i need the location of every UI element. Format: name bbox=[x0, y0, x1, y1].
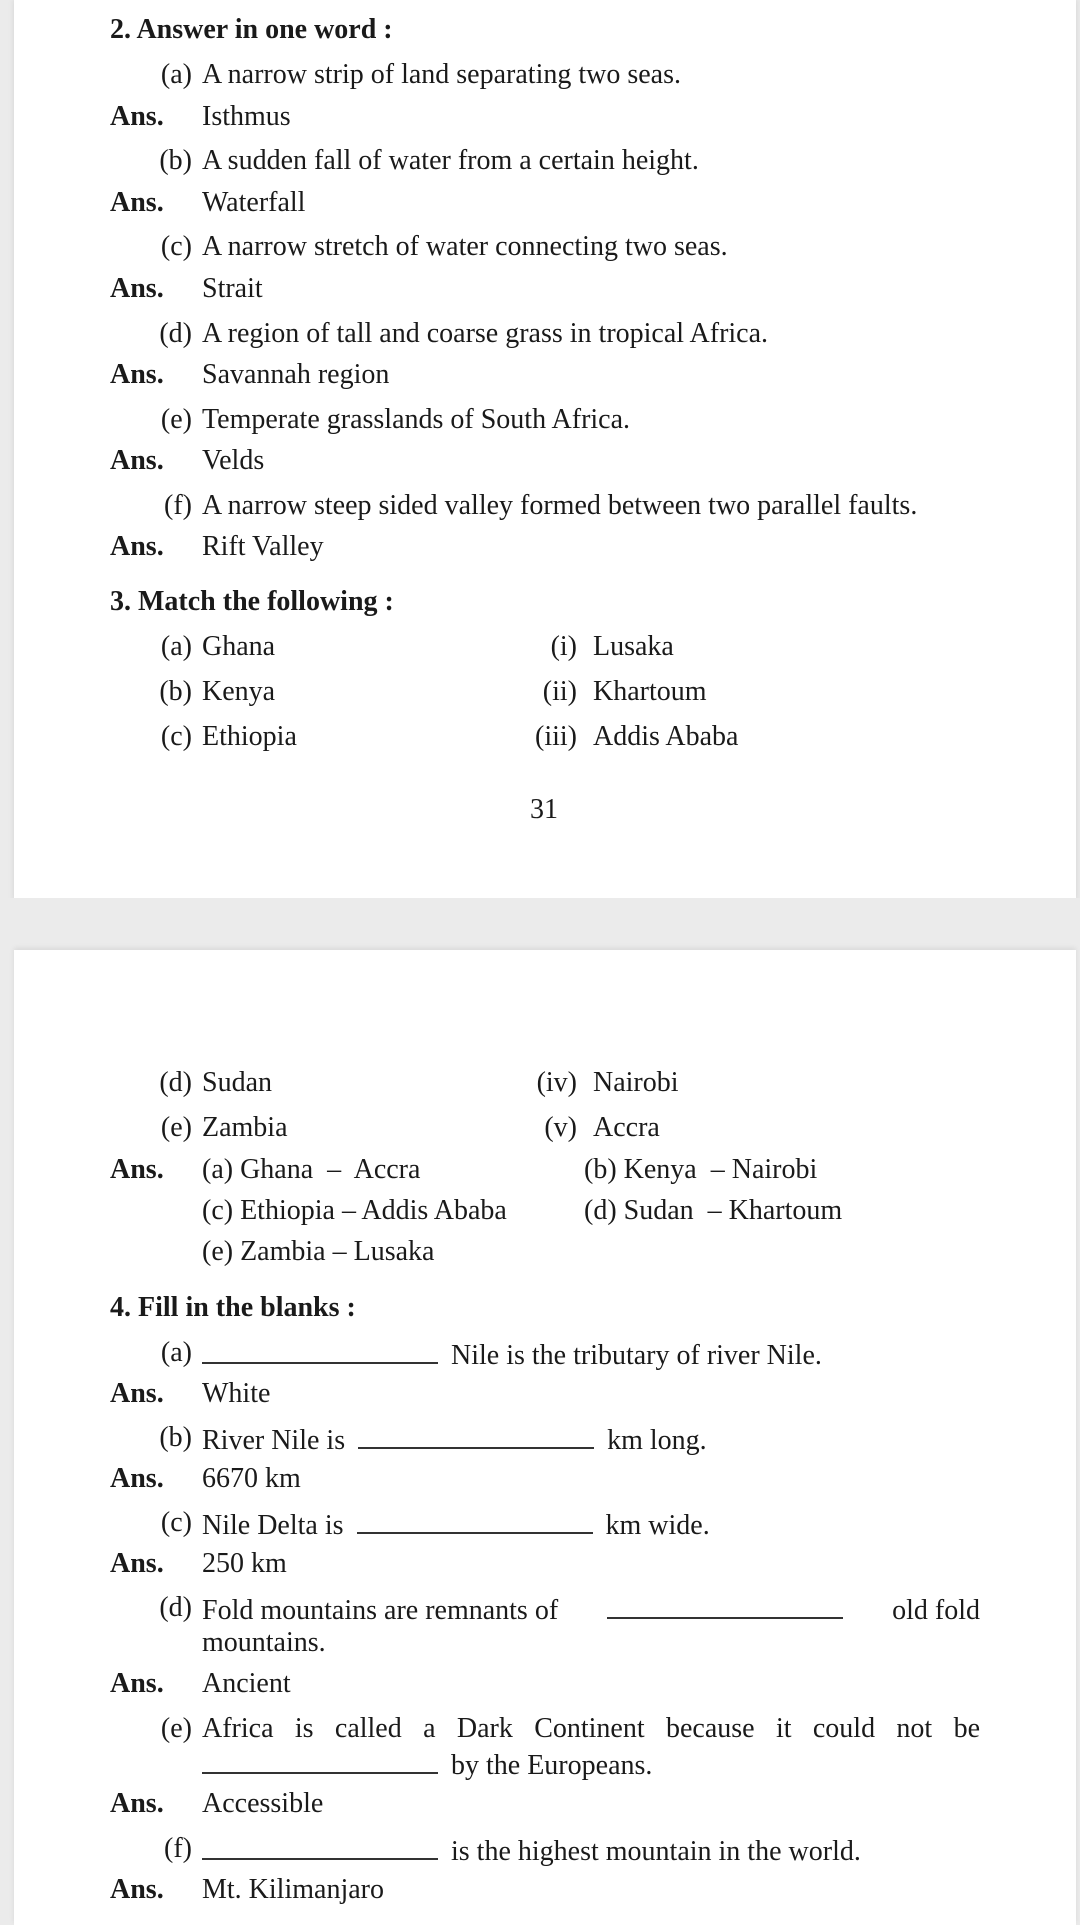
page-31 bbox=[14, 0, 1076, 898]
match-left-label: (b) bbox=[159, 676, 192, 707]
question-label: (a) bbox=[160, 59, 192, 90]
question-label: (e) bbox=[160, 404, 192, 435]
question-text: A narrow stretch of water connecting two seas. bbox=[202, 231, 728, 262]
answer-text: Savannah region bbox=[202, 359, 390, 390]
blank-line bbox=[202, 1746, 438, 1774]
blank-line bbox=[358, 1421, 594, 1449]
question-text: Nile Delta is km wide. bbox=[202, 1506, 710, 1543]
section-4-heading: 4. Fill in the blanks : bbox=[110, 1292, 356, 1323]
match-right-item: Nairobi bbox=[593, 1067, 679, 1098]
match-right-label: (iv) bbox=[536, 1067, 577, 1098]
answer-label: Ans. bbox=[110, 1788, 164, 1819]
question-text: Nile is the tributary of river Nile. bbox=[196, 1336, 822, 1373]
match-right-item: Addis Ababa bbox=[593, 721, 739, 752]
question-label: (f) bbox=[164, 1833, 192, 1864]
answer-text: 250 km bbox=[202, 1548, 287, 1579]
page-number: 31 bbox=[530, 794, 558, 825]
question-label: (d) bbox=[159, 318, 192, 349]
question-label: (b) bbox=[159, 145, 192, 176]
match-right-label: (iii) bbox=[535, 721, 577, 752]
question-text: River Nile is km long. bbox=[202, 1421, 707, 1458]
question-text: A narrow strip of land separating two seas. bbox=[202, 59, 681, 90]
answer-label: Ans. bbox=[110, 273, 164, 304]
answer-label: Ans. bbox=[110, 101, 164, 132]
match-left-item: Zambia bbox=[202, 1112, 288, 1143]
question-label: (c) bbox=[160, 231, 192, 262]
question-text: Temperate grasslands of South Africa. bbox=[202, 404, 631, 435]
blank-line bbox=[357, 1506, 593, 1534]
match-right-label: (v) bbox=[544, 1112, 577, 1143]
answer-label: Ans. bbox=[110, 1154, 164, 1185]
question-text-continued: by the Europeans. bbox=[196, 1746, 652, 1783]
match-left-item: Ethiopia bbox=[202, 721, 297, 752]
answer-text: Isthmus bbox=[202, 101, 291, 132]
match-left-item: Sudan bbox=[202, 1067, 272, 1098]
question-text: Africa is called a Dark Continent because it could not be bbox=[202, 1713, 980, 1744]
blank-line bbox=[202, 1336, 438, 1364]
answer-text: Accessible bbox=[202, 1788, 324, 1819]
answer-label: Ans. bbox=[110, 1668, 164, 1699]
match-right-item: Lusaka bbox=[593, 631, 674, 662]
answer-text: White bbox=[202, 1378, 271, 1409]
match-right-label: (ii) bbox=[542, 676, 577, 707]
match-answer-c: (c) Ethiopia – Addis Ababa bbox=[202, 1195, 507, 1226]
question-label: (b) bbox=[159, 1422, 192, 1453]
question-text: A narrow steep sided valley formed between two parallel faults. bbox=[202, 490, 918, 521]
match-right-label: (i) bbox=[550, 631, 577, 662]
blank-line bbox=[607, 1591, 843, 1619]
match-left-label: (e) bbox=[160, 1112, 192, 1143]
question-label: (e) bbox=[160, 1713, 192, 1744]
blank-line bbox=[202, 1832, 438, 1860]
page-gap bbox=[0, 898, 1080, 950]
answer-label: Ans. bbox=[110, 1874, 164, 1905]
answer-label: Ans. bbox=[110, 1378, 164, 1409]
question-label: (d) bbox=[159, 1592, 192, 1623]
section-2-heading: 2. Answer in one word : bbox=[110, 14, 393, 45]
answer-label: Ans. bbox=[110, 445, 164, 476]
answer-text: Mt. Kilimanjaro bbox=[202, 1874, 384, 1905]
answer-text: Ancient bbox=[202, 1668, 291, 1699]
match-left-label: (d) bbox=[159, 1067, 192, 1098]
question-label: (f) bbox=[164, 490, 192, 521]
match-right-item: Accra bbox=[593, 1112, 660, 1143]
match-answer-d: (d) Sudan – Khartoum bbox=[584, 1195, 843, 1226]
answer-text: Rift Valley bbox=[202, 531, 324, 562]
answer-label: Ans. bbox=[110, 1463, 164, 1494]
match-answer-b: (b) Kenya – Nairobi bbox=[584, 1154, 818, 1185]
answer-label: Ans. bbox=[110, 187, 164, 218]
answer-text: Velds bbox=[202, 445, 265, 476]
match-right-item: Khartoum bbox=[593, 676, 707, 707]
answer-label: Ans. bbox=[110, 1548, 164, 1579]
question-label: (a) bbox=[160, 1337, 192, 1368]
question-text-continued: mountains. bbox=[202, 1627, 326, 1658]
question-text: A region of tall and coarse grass in tropical Africa. bbox=[202, 318, 769, 349]
match-answer-e: (e) Zambia – Lusaka bbox=[202, 1236, 435, 1267]
section-3-heading: 3. Match the following : bbox=[110, 586, 394, 617]
match-left-label: (c) bbox=[160, 721, 192, 752]
answer-label: Ans. bbox=[110, 531, 164, 562]
question-label: (c) bbox=[160, 1507, 192, 1538]
match-answer-a: (a) Ghana – Accra bbox=[202, 1154, 421, 1185]
question-text: Fold mountains are remnants of old fold bbox=[202, 1591, 980, 1628]
answer-label: Ans. bbox=[110, 359, 164, 390]
question-text: A sudden fall of water from a certain height. bbox=[202, 145, 699, 176]
answer-text: 6670 km bbox=[202, 1463, 301, 1494]
answer-text: Waterfall bbox=[202, 187, 306, 218]
answer-text: Strait bbox=[202, 273, 263, 304]
match-left-item: Ghana bbox=[202, 631, 276, 662]
match-left-label: (a) bbox=[160, 631, 192, 662]
question-text: is the highest mountain in the world. bbox=[196, 1832, 861, 1869]
match-left-item: Kenya bbox=[202, 676, 276, 707]
